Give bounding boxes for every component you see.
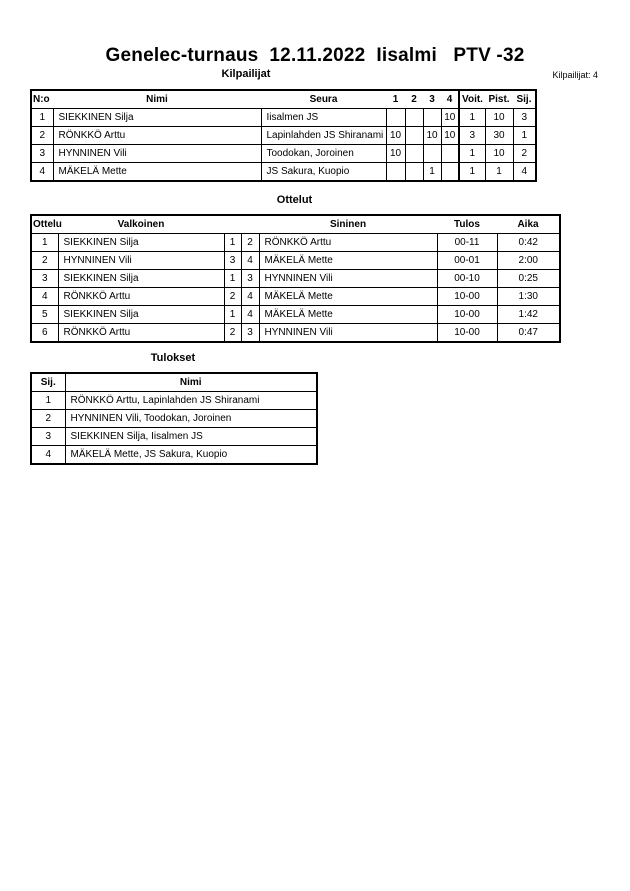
cell-white-no: 1 bbox=[224, 306, 241, 324]
cell-white-no: 3 bbox=[224, 252, 241, 270]
header-cell-opponent-2: 2 bbox=[405, 90, 423, 109]
competitors-header-row bbox=[31, 90, 536, 109]
page-title: Genelec-turnaus 12.11.2022 Iisalmi PTV -32 bbox=[105, 45, 525, 66]
cell-voit: 1 bbox=[459, 109, 485, 127]
cell-white-name: SIEKKINEN Silja bbox=[58, 234, 224, 252]
cell-blue-name: MÄKELÄ Mette bbox=[259, 252, 437, 270]
cell-white-name: HYNNINEN Vili bbox=[58, 252, 224, 270]
cell-pist: 10 bbox=[485, 145, 513, 163]
cell-aika: 1:30 bbox=[497, 288, 560, 306]
cell-sij: 4 bbox=[31, 446, 65, 465]
header-cell-ottelu: Ottelu bbox=[31, 215, 58, 234]
cell-white-no: 1 bbox=[224, 234, 241, 252]
cell-score-2 bbox=[405, 109, 423, 127]
cell-aika: 1:42 bbox=[497, 306, 560, 324]
cell-score-3 bbox=[423, 109, 441, 127]
cell-nimi: HYNNINEN Vili bbox=[53, 145, 261, 163]
cell-no: 2 bbox=[31, 127, 53, 145]
result-row bbox=[31, 392, 317, 410]
cell-sij: 3 bbox=[31, 428, 65, 446]
cell-tulos: 10-00 bbox=[437, 324, 497, 343]
header-cell-sininen: Sininen bbox=[259, 215, 437, 234]
cell-white-name: SIEKKINEN Silja bbox=[58, 306, 224, 324]
cell-sij: 4 bbox=[513, 163, 536, 182]
header-cell-pist: Pist. bbox=[485, 90, 513, 109]
cell-score-1: 10 bbox=[386, 145, 405, 163]
cell-blue-name: MÄKELÄ Mette bbox=[259, 288, 437, 306]
cell-white-name: SIEKKINEN Silja bbox=[58, 270, 224, 288]
match-row bbox=[31, 306, 560, 324]
cell-no: 4 bbox=[31, 163, 53, 182]
cell-blue-no: 4 bbox=[241, 252, 259, 270]
cell-tulos: 00-01 bbox=[437, 252, 497, 270]
cell-white-no: 2 bbox=[224, 324, 241, 343]
header-cell-sij: Sij. bbox=[513, 90, 536, 109]
cell-nimi: RÖNKKÖ Arttu, Lapinlahden JS Shiranami bbox=[65, 392, 317, 410]
cell-match-no: 3 bbox=[31, 270, 58, 288]
cell-match-no: 5 bbox=[31, 306, 58, 324]
match-row bbox=[31, 324, 560, 343]
cell-blue-no: 4 bbox=[241, 306, 259, 324]
cell-score-3 bbox=[423, 145, 441, 163]
cell-score-4 bbox=[441, 163, 459, 182]
result-row bbox=[31, 446, 317, 465]
cell-voit: 3 bbox=[459, 127, 485, 145]
results-header-row bbox=[31, 373, 317, 392]
header-cell-sij: Sij. bbox=[31, 373, 65, 392]
section-label-tulokset: Tulokset bbox=[150, 352, 196, 364]
cell-nimi: HYNNINEN Vili, Toodokan, Joroinen bbox=[65, 410, 317, 428]
cell-blue-no: 3 bbox=[241, 270, 259, 288]
cell-nimi: SIEKKINEN Silja bbox=[53, 109, 261, 127]
competitors-count: Kilpailijat: 4 bbox=[552, 70, 598, 80]
competitor-row bbox=[31, 145, 536, 163]
header-cell-opponent-1: 1 bbox=[386, 90, 405, 109]
cell-match-no: 1 bbox=[31, 234, 58, 252]
cell-nimi: RÖNKKÖ Arttu bbox=[53, 127, 261, 145]
header-cell-opponent-4: 4 bbox=[441, 90, 459, 109]
header-cell-valkoinen: Valkoinen bbox=[58, 215, 224, 234]
cell-blue-no: 4 bbox=[241, 288, 259, 306]
cell-white-no: 1 bbox=[224, 270, 241, 288]
cell-match-no: 6 bbox=[31, 324, 58, 343]
cell-score-1: 10 bbox=[386, 127, 405, 145]
cell-score-4: 10 bbox=[441, 127, 459, 145]
cell-aika: 0:47 bbox=[497, 324, 560, 343]
cell-tulos: 10-00 bbox=[437, 306, 497, 324]
cell-score-2 bbox=[405, 145, 423, 163]
match-row bbox=[31, 270, 560, 288]
cell-score-2 bbox=[405, 127, 423, 145]
section-label-ottelut: Ottelut bbox=[276, 194, 313, 206]
header-cell-tulos: Tulos bbox=[437, 215, 497, 234]
result-row bbox=[31, 410, 317, 428]
cell-aika: 0:25 bbox=[497, 270, 560, 288]
cell-sij: 1 bbox=[31, 392, 65, 410]
cell-nimi: MÄKELÄ Mette bbox=[53, 163, 261, 182]
cell-score-4: 10 bbox=[441, 109, 459, 127]
cell-blue-no: 2 bbox=[241, 234, 259, 252]
cell-score-1 bbox=[386, 163, 405, 182]
cell-blue-name: RÖNKKÖ Arttu bbox=[259, 234, 437, 252]
cell-score-3: 1 bbox=[423, 163, 441, 182]
cell-pist: 30 bbox=[485, 127, 513, 145]
cell-sij: 2 bbox=[513, 145, 536, 163]
cell-pist: 10 bbox=[485, 109, 513, 127]
header-cell-opponent-3: 3 bbox=[423, 90, 441, 109]
matches-header-row bbox=[31, 215, 560, 234]
cell-nimi: SIEKKINEN Silja, Iisalmen JS bbox=[65, 428, 317, 446]
cell-seura: Toodokan, Joroinen bbox=[261, 145, 386, 163]
match-row bbox=[31, 252, 560, 270]
cell-blue-name: HYNNINEN Vili bbox=[259, 270, 437, 288]
header-cell-blue-no bbox=[241, 215, 259, 234]
results-table bbox=[30, 372, 318, 465]
cell-tulos: 00-11 bbox=[437, 234, 497, 252]
cell-match-no: 2 bbox=[31, 252, 58, 270]
matches-table bbox=[30, 214, 561, 343]
cell-match-no: 4 bbox=[31, 288, 58, 306]
cell-no: 1 bbox=[31, 109, 53, 127]
competitor-row bbox=[31, 109, 536, 127]
header-cell-voit: Voit. bbox=[459, 90, 485, 109]
competitor-row bbox=[31, 163, 536, 182]
competitors-table bbox=[30, 89, 537, 182]
header-cell-nimi: Nimi bbox=[53, 90, 261, 109]
cell-seura: Lapinlahden JS Shiranami bbox=[261, 127, 386, 145]
section-label-kilpailijat: Kilpailijat bbox=[221, 68, 271, 80]
match-row bbox=[31, 234, 560, 252]
cell-sij: 1 bbox=[513, 127, 536, 145]
header-cell-no: N:o bbox=[31, 90, 53, 109]
header-cell-aika: Aika bbox=[497, 215, 560, 234]
cell-seura: JS Sakura, Kuopio bbox=[261, 163, 386, 182]
cell-score-4 bbox=[441, 145, 459, 163]
competitor-row bbox=[31, 127, 536, 145]
cell-white-no: 2 bbox=[224, 288, 241, 306]
cell-score-3: 10 bbox=[423, 127, 441, 145]
cell-white-name: RÖNKKÖ Arttu bbox=[58, 288, 224, 306]
cell-blue-name: MÄKELÄ Mette bbox=[259, 306, 437, 324]
cell-blue-no: 3 bbox=[241, 324, 259, 343]
cell-voit: 1 bbox=[459, 163, 485, 182]
cell-voit: 1 bbox=[459, 145, 485, 163]
cell-nimi: MÄKELÄ Mette, JS Sakura, Kuopio bbox=[65, 446, 317, 465]
header-cell-white-no bbox=[224, 215, 241, 234]
cell-aika: 0:42 bbox=[497, 234, 560, 252]
header-cell-seura: Seura bbox=[261, 90, 386, 109]
header-cell-nimi: Nimi bbox=[65, 373, 317, 392]
cell-aika: 2:00 bbox=[497, 252, 560, 270]
result-row bbox=[31, 428, 317, 446]
cell-sij: 3 bbox=[513, 109, 536, 127]
cell-pist: 1 bbox=[485, 163, 513, 182]
cell-tulos: 10-00 bbox=[437, 288, 497, 306]
cell-tulos: 00-10 bbox=[437, 270, 497, 288]
cell-score-2 bbox=[405, 163, 423, 182]
cell-no: 3 bbox=[31, 145, 53, 163]
cell-sij: 2 bbox=[31, 410, 65, 428]
cell-seura: Iisalmen JS bbox=[261, 109, 386, 127]
match-row bbox=[31, 288, 560, 306]
cell-score-1 bbox=[386, 109, 405, 127]
cell-white-name: RÖNKKÖ Arttu bbox=[58, 324, 224, 343]
cell-blue-name: HYNNINEN Vili bbox=[259, 324, 437, 343]
